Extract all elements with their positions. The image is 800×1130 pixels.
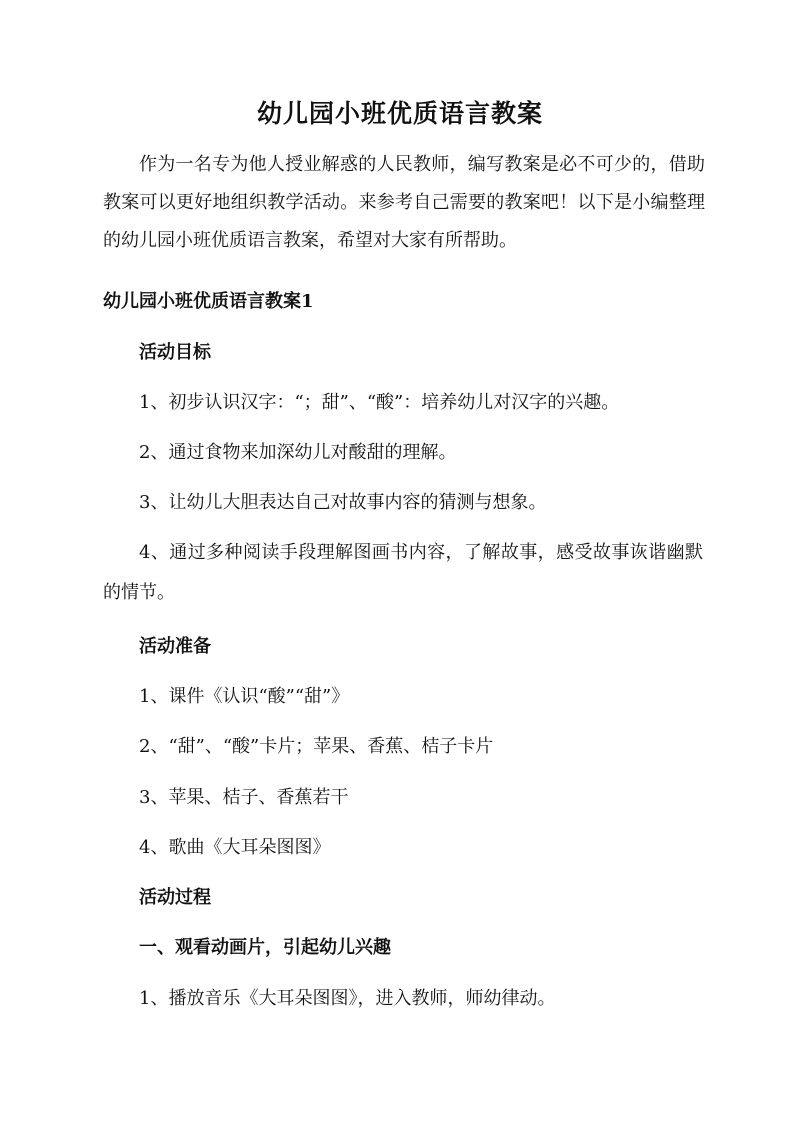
- prep-item-1: 1、课件《认识“酸”“甜”》: [139, 686, 350, 707]
- prep-item-4: 4、歌曲《大耳朵图图》: [139, 837, 331, 858]
- process-item-1: 1、播放音乐《大耳朵图图》，进入教师，师幼律动。: [139, 988, 556, 1009]
- goal-item-3: 3、让幼儿大胆表达自己对故事内容的猜测与想象。: [139, 492, 547, 513]
- goal-item-1: 1、初步认识汉字：“；甜”、“酸”：培养幼儿对汉字的兴趣。: [139, 392, 620, 413]
- section-heading: 幼儿园小班优质语言教案1: [103, 291, 314, 312]
- intro-paragraph: 作为一名专为他人授业解惑的人民教师，编写教案是必不可少的，借助教案可以更好地组织教学活动。来参考自己需要的教案吧！以下是小编整理的幼儿园小班优质语言教案，希望对大家有所帮助。: [103, 154, 705, 251]
- document-title: 幼儿园小班优质语言教案: [256, 99, 543, 128]
- prep-item-3: 3、苹果、桔子、香蕉若干: [139, 787, 349, 808]
- process-heading: 活动过程: [139, 887, 211, 908]
- prep-heading: 活动准备: [139, 636, 211, 657]
- goals-heading: 活动目标: [139, 342, 211, 363]
- goal-item-4: 4、通过多种阅读手段理解图画书内容，了解故事，感受故事诙谐幽默的情节。: [103, 542, 703, 603]
- goal-item-2: 2、通过食物来加深幼儿对酸甜的理解。: [139, 442, 457, 463]
- prep-item-2: 2、“甜”、“酸”卡片；苹果、香蕉、桔子卡片: [139, 736, 494, 757]
- process-step-heading: 一、观看动画片，引起幼儿兴趣: [139, 937, 391, 958]
